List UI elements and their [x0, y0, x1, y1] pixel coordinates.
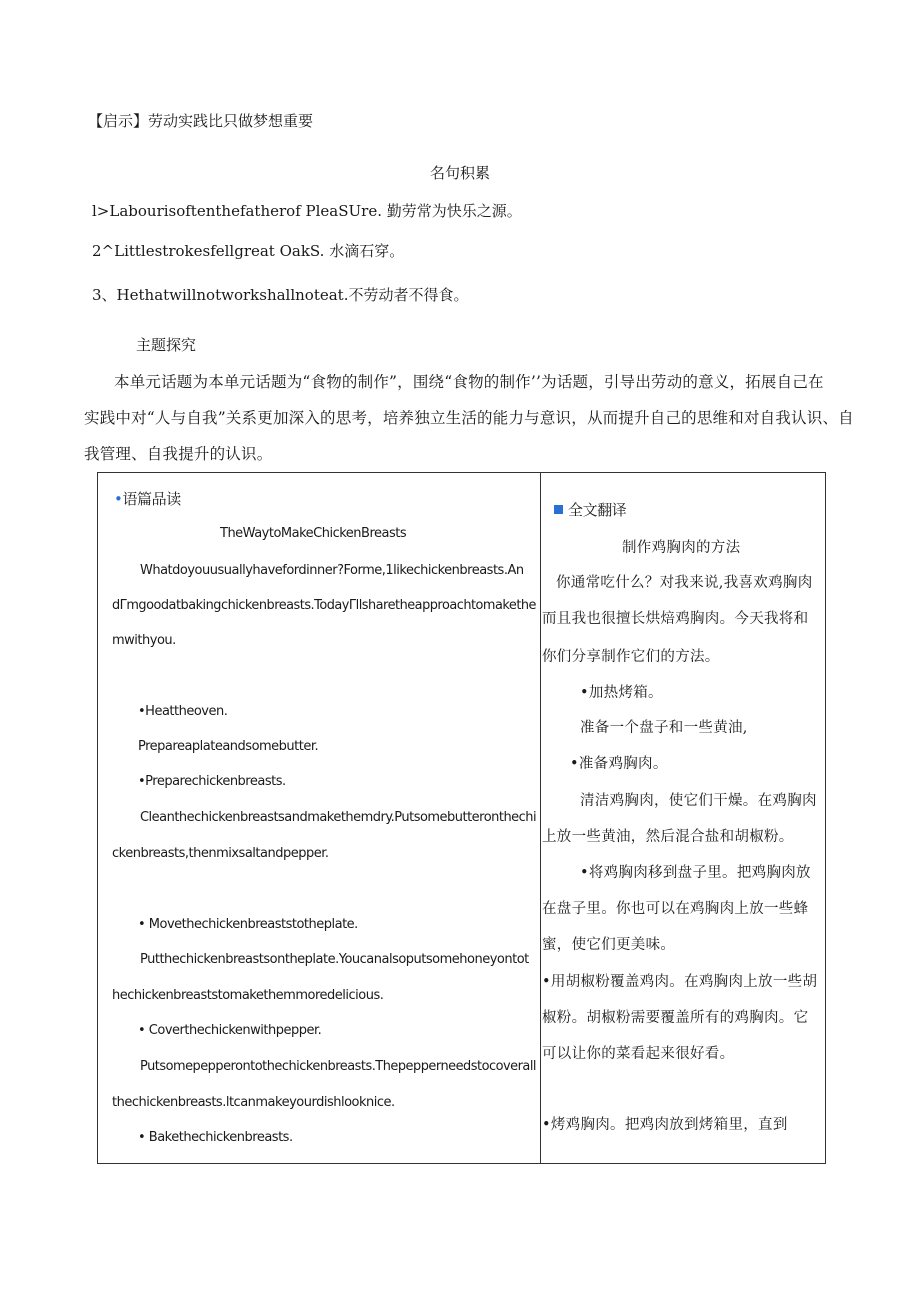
reading-heading: •语篇品读 — [114, 490, 181, 508]
passage-line-3: mwithyou. — [112, 633, 176, 648]
passage-line-15: • Bakethechickenbreasts. — [138, 1130, 293, 1145]
passage-line-2: dΓmgoodatbakingchickenbreasts.TodayΓllsharetheapproachtomakethe — [112, 598, 536, 613]
passage-line-12: • Coverthechickenwithpepper. — [138, 1023, 322, 1038]
passage-line-6: •Preparechickenbreasts. — [138, 774, 286, 789]
passage-line-9: • Movethechickenbreaststotheplate. — [138, 917, 358, 932]
passage-line-11: hechickenbreaststomakethemmoredelicious. — [112, 988, 384, 1003]
translation-line-5: 准备一个盘子和一些黄油, — [580, 720, 748, 736]
insight-line: 【启示】劳动实践比只做梦想重要 — [88, 112, 314, 130]
translation-line-8: 上放一些黄油，然后混合盐和胡椒粉。 — [542, 829, 794, 845]
bullet-icon: • — [114, 490, 123, 508]
table-column-divider — [540, 472, 541, 1164]
quote-item-1: l>Labourisoftenthefatherof PleaSUre. 勤劳常为快乐之源。 — [92, 202, 522, 220]
quote-item-3: 3、Hethatwillnotworkshallnoteat.不劳动者不得食。 — [92, 286, 469, 304]
translation-line-14: 可以让你的菜看起来很好看。 — [542, 1046, 735, 1062]
translation-line-6: •准备鸡胸肉。 — [570, 756, 668, 772]
passage-line-1: Whatdoyouusuallyhavefordinner?Forme,1likechickenbreasts.An — [140, 563, 524, 578]
translation-line-3: 你们分享制作它们的方法。 — [542, 649, 720, 665]
square-bullet-icon — [554, 505, 563, 514]
translation-line-11: 蜜，使它们更美味。 — [542, 937, 676, 953]
quote-item-2: 2^Littlestrokesfellgreat OakS. 水滴石穿。 — [92, 242, 405, 260]
passage-line-13: Putsomepepperontothechickenbreasts.Thepepperneedstocoverall — [140, 1059, 537, 1074]
translation-heading: 全文翻译 — [554, 499, 626, 520]
quotes-section-title: 名句积累 — [429, 164, 490, 182]
passage-title: TheWaytoMakeChickenBreasts — [220, 526, 407, 541]
passage-line-10: Putthechickenbreastsontheplate.Youcanalsoputsomehoneyontot — [140, 952, 529, 967]
translation-title: 制作鸡胸肉的方法 — [622, 540, 741, 556]
translation-line-1: 你通常吃什么？对我来说,我喜欢鸡胸肉 — [556, 575, 813, 591]
theme-paragraph-line-3: 我管理、自我提升的认识。 — [84, 445, 273, 463]
translation-line-10: 在盘子里。你也可以在鸡胸肉上放一些蜂 — [542, 901, 809, 917]
translation-line-12: •用胡椒粉覆盖鸡肉。在鸡胸肉上放一些胡 — [542, 974, 818, 990]
passage-line-14: thechickenbreasts.ltcanmakeyourdishlooknice. — [112, 1095, 395, 1110]
theme-paragraph-line-1: 本单元话题为本单元话题为“食物的制作”，围绕“食物的制作’’为话题，引导出劳动的意义，拓展自己在 — [114, 373, 824, 391]
passage-line-7: Cleanthechickenbreastsandmakethemdry.Putsomebutteronthechi — [140, 810, 537, 825]
translation-line-7: 清洁鸡胸肉，使它们干燥。在鸡胸肉 — [580, 793, 817, 809]
passage-line-8: ckenbreasts,thenmixsaltandpepper. — [112, 846, 329, 861]
translation-line-2: 而且我也很擅长烘焙鸡胸肉。今天我将和 — [542, 611, 809, 627]
translation-line-4: •加热烤箱。 — [580, 685, 663, 701]
theme-section-title: 主题探究 — [136, 336, 197, 354]
translation-line-15: •烤鸡胸肉。把鸡肉放到烤箱里，直到 — [542, 1117, 788, 1133]
passage-line-5: Prepareaplateandsomebutter. — [138, 739, 319, 754]
translation-line-9: •将鸡胸肉移到盘子里。把鸡胸肉放 — [580, 865, 811, 881]
passage-line-4: •Heattheoven. — [138, 704, 228, 719]
translation-line-13: 椒粉。胡椒粉需要覆盖所有的鸡胸肉。它 — [542, 1010, 809, 1026]
theme-paragraph-line-2: 实践中对“人与自我”关系更加深入的思考，培养独立生活的能力与意识，从而提升自己的思维和对自我认识、自 — [84, 409, 854, 427]
